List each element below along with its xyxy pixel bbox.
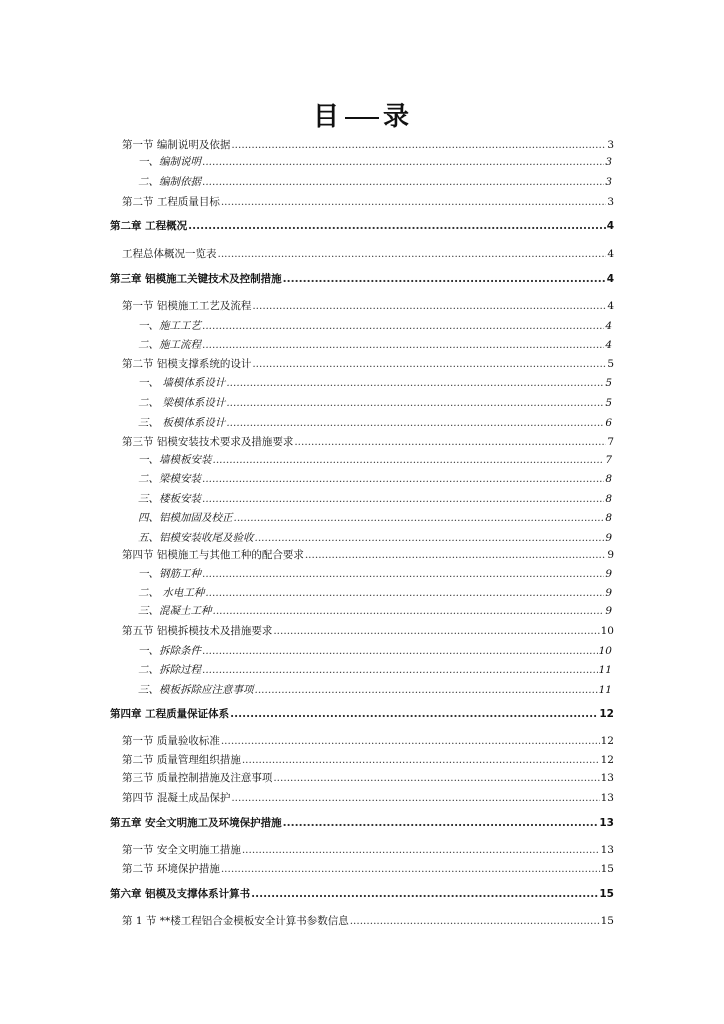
toc-entry-label: 第二节 铝模支撑系统的设计 (122, 358, 252, 370)
toc-entry[interactable] (110, 707, 614, 721)
toc-entry-label: 五、铝模安装收尾及验收 (138, 532, 254, 544)
toc-leader-dots (252, 357, 606, 371)
toc-entry-label: 一、 墙模体系设计 (138, 377, 226, 389)
toc-leader-dots (273, 624, 599, 638)
toc-entry-label: 工程总体概况一览表 (122, 248, 217, 260)
toc-entry-page-number: 5 (605, 377, 612, 389)
toc-entry[interactable] (122, 299, 614, 313)
toc-entry[interactable] (138, 567, 612, 581)
toc-leader-dots (226, 376, 604, 390)
toc-entry[interactable] (138, 396, 612, 410)
toc-leader-dots (218, 247, 607, 261)
toc-entry-page-number: 12 (600, 754, 614, 766)
toc-entry-page-number: 13 (600, 844, 614, 856)
toc-entry[interactable] (122, 357, 614, 371)
toc-leader-dots (305, 548, 606, 562)
toc-entry-label: 第六章 铝模及支撑体系计算书 (110, 888, 251, 900)
toc-entry-label: 第二节 质量管理组织措施 (122, 754, 241, 766)
toc-leader-dots (283, 272, 606, 286)
toc-entry-page-number: 13 (600, 772, 614, 784)
toc-leader-dots (221, 195, 606, 209)
toc-leader-dots (205, 586, 604, 600)
toc-entry-label: 第 1 节 **楼工程铝合金模板安全计算书参数信息 (122, 915, 349, 927)
toc-entry-page-number: 6 (605, 417, 612, 429)
toc-entry-page-number: 15 (599, 888, 614, 900)
toc-entry-label: 第一节 编制说明及依据 (122, 139, 231, 151)
toc-entry[interactable] (138, 175, 612, 189)
toc-entry-page-number: 4 (606, 273, 614, 285)
toc-entry[interactable] (110, 816, 614, 830)
toc-entry[interactable] (138, 683, 612, 697)
toc-entry-label: 第一节 铝模施工工艺及流程 (122, 300, 252, 312)
toc-entry-label: 二、梁模安装 (138, 473, 201, 485)
toc-entry-label: 一、编制说明 (138, 156, 201, 168)
toc-leader-dots (202, 644, 598, 658)
toc-entry[interactable] (122, 771, 614, 785)
toc-entry[interactable] (138, 511, 612, 525)
toc-leader-dots (231, 138, 606, 152)
toc-entry[interactable] (138, 319, 612, 333)
toc-leader-dots (202, 338, 604, 352)
toc-entry-label: 第四章 工程质量保证体系 (110, 708, 230, 720)
toc-entry-label: 第三章 铝模施工关键技术及控制措施 (110, 273, 282, 285)
toc-entry-page-number: 4 (605, 339, 612, 351)
toc-leader-dots (213, 604, 605, 618)
toc-entry[interactable] (138, 453, 612, 467)
toc-entry-page-number: 8 (605, 512, 612, 524)
toc-entry-label: 一、拆除条件 (138, 645, 201, 657)
toc-leader-dots (242, 753, 600, 767)
toc-entry-page-number: 3 (607, 196, 614, 208)
toc-entry-label: 二、施工流程 (138, 339, 201, 351)
toc-leader-dots (283, 816, 599, 830)
toc-entry-page-number: 4 (607, 300, 614, 312)
toc-entry-page-number: 8 (605, 473, 612, 485)
title-char-right: 录 (383, 102, 412, 132)
toc-entry[interactable] (138, 155, 612, 169)
toc-leader-dots (202, 319, 604, 333)
toc-entry[interactable] (122, 138, 614, 152)
toc-entry-label: 第二节 环境保护措施 (122, 863, 220, 875)
toc-leader-dots (294, 435, 606, 449)
toc-entry-page-number: 3 (607, 139, 614, 151)
toc-entry[interactable] (122, 843, 614, 857)
toc-leader-dots (273, 771, 599, 785)
toc-entry-page-number: 9 (605, 587, 612, 599)
toc-leader-dots (188, 219, 606, 233)
toc-entry[interactable] (110, 887, 614, 901)
toc-entry-label: 第五节 铝模拆模技术及措施要求 (122, 625, 273, 637)
toc-entry-page-number: 15 (600, 863, 614, 875)
toc-entry[interactable] (138, 663, 612, 677)
toc-entry-label: 第一节 安全文明施工措施 (122, 844, 241, 856)
toc-entry[interactable] (138, 644, 612, 658)
toc-leader-dots (226, 396, 604, 410)
toc-leader-dots (251, 887, 598, 901)
toc-entry-page-number: 4 (607, 248, 614, 260)
toc-leader-dots (202, 155, 604, 169)
toc-entry[interactable] (110, 219, 614, 233)
toc-entry-label: 第一节 质量验收标准 (122, 735, 220, 747)
toc-leader-dots (231, 791, 599, 805)
toc-entry[interactable] (138, 338, 612, 352)
toc-entry-label: 第二章 工程概况 (110, 220, 188, 232)
toc-leader-dots (213, 453, 605, 467)
toc-entry-page-number: 13 (599, 817, 614, 829)
toc-entry[interactable] (122, 548, 614, 562)
toc-entry-page-number: 9 (605, 568, 612, 580)
title-char-left: 目 (312, 102, 341, 132)
toc-entry-page-number: 10 (598, 645, 612, 657)
toc-entry-label: 三、模板拆除应注意事项 (138, 684, 254, 696)
toc-entry-page-number: 12 (600, 735, 614, 747)
toc-entry-label: 三、混凝土工种 (138, 605, 212, 617)
toc-entry-page-number: 3 (605, 176, 612, 188)
toc-entry[interactable] (122, 753, 614, 767)
toc-leader-dots (202, 663, 598, 677)
toc-entry-label: 一、钢筋工种 (138, 568, 201, 580)
toc-entry-label: 一、墙模板安装 (138, 454, 212, 466)
toc-leader-dots (226, 416, 604, 430)
toc-entry[interactable] (122, 624, 614, 638)
toc-entry[interactable] (122, 914, 614, 928)
toc-entry-label: 二、编制依据 (138, 176, 201, 188)
toc-entry-page-number: 15 (600, 915, 614, 927)
toc-entry-label: 第四节 混凝土成品保护 (122, 792, 231, 804)
toc-entry-page-number: 11 (598, 664, 612, 676)
toc-entry-label: 第五章 安全文明施工及环境保护措施 (110, 817, 282, 829)
toc-entry-label: 三、楼板安装 (138, 493, 201, 505)
toc-entry-label: 第二节 工程质量目标 (122, 196, 220, 208)
toc-entry-page-number: 5 (607, 358, 614, 370)
toc-leader-dots (202, 472, 604, 486)
toc-leader-dots (255, 531, 605, 545)
toc-entry[interactable] (138, 492, 612, 506)
toc-entry-page-number: 13 (600, 792, 614, 804)
toc-entry-page-number: 4 (605, 320, 612, 332)
toc-leader-dots (242, 843, 600, 857)
toc-leader-dots (230, 707, 598, 721)
toc-entry[interactable] (138, 604, 612, 618)
toc-entry-label: 第四节 铝模施工与其他工种的配合要求 (122, 549, 304, 561)
toc-entry[interactable] (138, 376, 612, 390)
toc-leader-dots (202, 492, 604, 506)
toc-leader-dots (255, 683, 598, 697)
toc-entry-page-number: 8 (605, 493, 612, 505)
toc-leader-dots (350, 914, 600, 928)
toc-entry-page-number: 10 (600, 625, 614, 637)
toc-entry-label: 第三节 质量控制措施及注意事项 (122, 772, 273, 784)
toc-entry-label: 二、 水电工种 (138, 587, 205, 599)
toc-entry-page-number: 9 (605, 532, 612, 544)
toc-entry[interactable] (122, 734, 614, 748)
toc-entry[interactable] (138, 586, 612, 600)
toc-entry-page-number: 4 (606, 220, 614, 232)
toc-entry[interactable] (138, 472, 612, 486)
toc-entry[interactable] (138, 531, 612, 545)
toc-entry-page-number: 5 (605, 397, 612, 409)
toc-entry-label: 二、 梁模体系设计 (138, 397, 226, 409)
toc-entry-label: 四、铝模加固及校正 (138, 512, 233, 524)
toc-entry-page-number: 11 (598, 684, 612, 696)
toc-entry[interactable] (122, 862, 614, 876)
toc-leader-dots (252, 299, 606, 313)
toc-leader-dots (221, 734, 600, 748)
toc-entry[interactable] (138, 416, 612, 430)
toc-entry-label: 第三节 铝模安装技术要求及措施要求 (122, 436, 294, 448)
toc-entry-page-number: 12 (599, 708, 614, 720)
toc-entry-page-number: 7 (607, 436, 614, 448)
toc-entry-page-number: 9 (607, 549, 614, 561)
toc-entry-label: 一、施工工艺 (138, 320, 201, 332)
toc-entry[interactable] (122, 791, 614, 805)
toc-entry[interactable] (122, 195, 614, 209)
toc-entry[interactable] (122, 435, 614, 449)
toc-leader-dots (202, 175, 604, 189)
toc-entry-label: 二、拆除过程 (138, 664, 201, 676)
toc-entry-page-number: 9 (605, 605, 612, 617)
toc-leader-dots (202, 567, 604, 581)
toc-leader-dots (234, 511, 605, 525)
toc-leader-dots (221, 862, 600, 876)
toc-entry-page-number: 7 (605, 454, 612, 466)
toc-entry-label: 三、 板模体系设计 (138, 417, 226, 429)
toc-entry-page-number: 3 (605, 156, 612, 168)
toc-entry[interactable] (122, 247, 614, 261)
toc-entry[interactable] (110, 272, 614, 286)
